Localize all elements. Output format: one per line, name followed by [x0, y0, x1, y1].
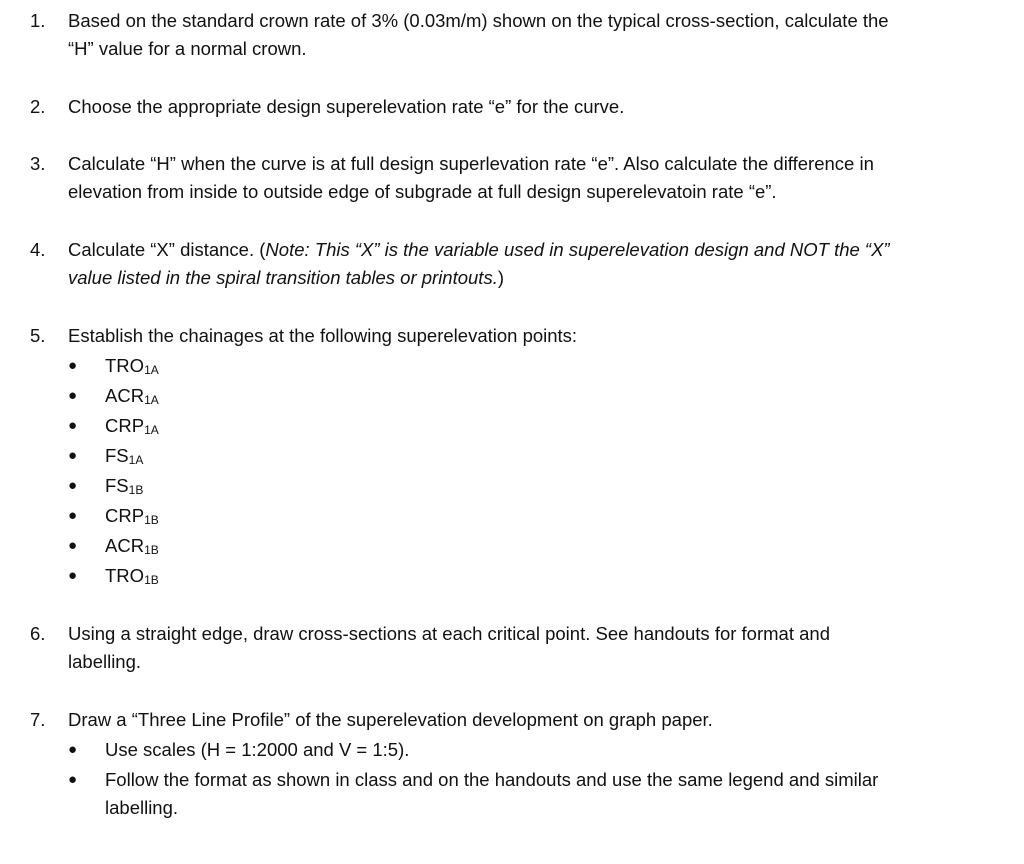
instruction-text: Use scales (H = 1:2000 and V = 1:5). — [105, 739, 410, 760]
bullet-icon: ● — [68, 507, 78, 524]
question-text-line: Draw a “Three Line Profile” of the superelevation development on graph paper. — [68, 709, 713, 730]
question-text-line: Calculate “H” when the curve is at full design superlevation rate “e”. Also calculate the difference in — [68, 153, 874, 174]
bullet-icon: ● — [68, 741, 78, 758]
question-text-line: elevation from inside to outside edge of subgrade at full design superelevatoin rate “e”. — [68, 181, 777, 202]
list-item — [68, 736, 990, 766]
bullet-icon: ● — [68, 417, 78, 434]
note-text: Note: This “X” is the variable used in superelevation design and NOT the “X” — [265, 239, 890, 260]
point-label: $TRO_{1A}$ — [105, 355, 159, 377]
question-number: 7. — [30, 709, 46, 730]
point-label: $ACR_{1B}$ — [105, 535, 159, 557]
question-4 — [30, 236, 990, 292]
question-6 — [30, 620, 990, 676]
question-number: 4. — [30, 239, 46, 260]
point-label: $CRP_{1B}$ — [105, 505, 159, 527]
question-text-line — [68, 264, 990, 292]
question-number: 3. — [30, 153, 46, 174]
instructions-list — [68, 736, 990, 822]
question-7 — [30, 706, 990, 822]
bullet-icon: ● — [68, 357, 78, 374]
list-item — [68, 352, 990, 382]
instruction-text: Follow the format as shown in class and on the handouts and use the same legend and similar — [105, 769, 879, 790]
list-item — [68, 532, 990, 562]
list-item — [68, 442, 990, 472]
bullet-icon: ● — [68, 537, 78, 554]
question-number: 2. — [30, 96, 46, 117]
point-label: $CRP_{1A}$ — [105, 415, 159, 437]
question-number: 1. — [30, 10, 46, 31]
bullet-icon: ● — [68, 447, 78, 464]
note-text: value listed in the spiral transition tables or printouts. — [68, 267, 498, 288]
list-item — [68, 382, 990, 412]
question-text-line: “H” value for a normal crown. — [68, 38, 307, 59]
bullet-icon: ● — [68, 387, 78, 404]
question-number: 6. — [30, 623, 46, 644]
question-text-plain: Calculate “X” distance. ( — [68, 239, 266, 260]
point-label: $ACR_{1A}$ — [105, 385, 159, 407]
point-label: $TRO_{1B}$ — [105, 565, 159, 587]
question-text-plain: ) — [497, 267, 505, 288]
list-item — [68, 502, 990, 532]
question-text-line: Based on the standard crown rate of 3% (0.03m/m) shown on the typical cross-section, calculate the — [68, 10, 889, 31]
question-text-line — [68, 236, 990, 264]
point-label: $FS_{1B}$ — [105, 475, 144, 497]
question-text-line: Establish the chainages at the following superelevation points: — [68, 325, 578, 346]
question-2 — [30, 93, 990, 121]
question-text-line: labelling. — [68, 651, 142, 672]
point-label: $FS_{1A}$ — [105, 445, 144, 467]
list-item — [68, 472, 990, 502]
bullet-icon: ● — [68, 567, 78, 584]
question-1 — [30, 7, 990, 63]
question-text-line: Choose the appropriate design superelevation rate “e” for the curve. — [68, 96, 625, 117]
question-text-line: Using a straight edge, draw cross-sections at each critical point. See handouts for format and — [68, 623, 830, 644]
question-5 — [30, 322, 990, 592]
question-number: 5. — [30, 325, 46, 346]
bullet-icon: ● — [68, 477, 78, 494]
list-item — [68, 766, 990, 822]
superelevation-points-list — [68, 352, 990, 592]
list-item — [68, 412, 990, 442]
list-item — [68, 562, 990, 592]
instruction-text: labelling. — [105, 797, 179, 818]
bullet-icon: ● — [68, 771, 78, 788]
question-3 — [30, 150, 990, 206]
